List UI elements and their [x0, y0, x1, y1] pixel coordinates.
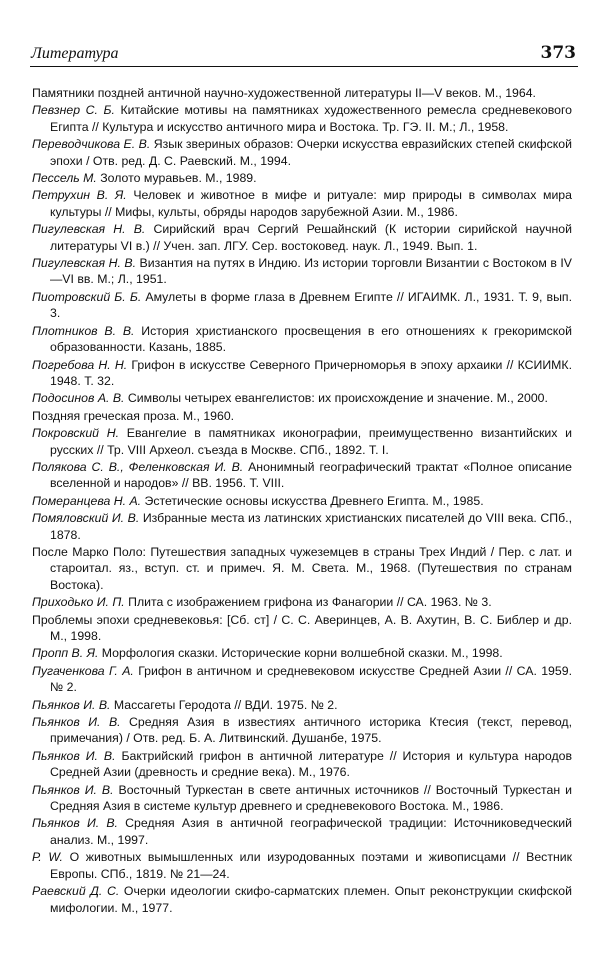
bibliography-entry — [32, 408, 572, 424]
bibliography-entry — [32, 136, 572, 169]
entry-text: Очерки идеологии скифо-сарматских племен. Опыт реконструкции скифской мифологии. М., 1977. — [50, 884, 572, 915]
bibliography-entry — [32, 544, 572, 593]
entry-author: Пьянков И. В. — [32, 697, 111, 712]
entry-author: Покровский Н. — [32, 426, 120, 441]
entry-text: Амулеты в форме глаза в Древнем Египте // ИГАИМК. Л., 1931. Т. 9, вып. 3. — [50, 289, 572, 321]
entry-author: Пьянков И. В. — [32, 782, 114, 797]
entry-author: Пьянков И. В. — [32, 816, 118, 831]
bibliography-entry — [32, 714, 572, 747]
entry-author: Пигулевская Н. В. — [32, 256, 137, 271]
entry-text: Проблемы эпохи средневековья: [Сб. ст] / С. С. Аверинцев, А. В. Ахутин, В. С. Библер и др. М., 1998. — [32, 612, 572, 643]
entry-author: Переводчикова Е. В. — [32, 137, 151, 152]
bibliography-entry — [32, 594, 572, 610]
entry-text: Грифон в искусстве Северного Причерноморья в эпоху архаики // КСИИМК. 1948. Т. 32. — [50, 357, 572, 388]
entry-text: Человек и животное в мифе и ритуале: мир природы в символах мира культуры // Мифы, культы, обряды народов зарубежной Азии. М., 1986. — [50, 188, 572, 219]
bibliography-entry — [32, 289, 572, 322]
bibliography-entry — [32, 782, 572, 815]
entry-text: Символы четырех евангелистов: их происхождение и значение. М., 2000. — [124, 391, 548, 406]
bibliography-entry — [32, 459, 572, 492]
bibliography-entry — [32, 493, 572, 509]
entry-author: Раевский Д. С. — [32, 884, 120, 899]
bibliography-entry — [32, 357, 572, 390]
entry-author: Погребова Н. Н. — [32, 357, 128, 372]
bibliography-entry — [32, 221, 572, 254]
entry-text: Средняя Азия в античной географической традиции: Источниковедческий анализ. М., 1997. — [50, 816, 572, 847]
entry-author: Плотников В. В. — [32, 323, 135, 338]
bibliography-entry — [32, 663, 572, 696]
section-title: Литература — [31, 45, 119, 62]
bibliography-entry — [32, 323, 572, 356]
entry-author: Пугаченкова Г. А. — [32, 663, 134, 678]
page-number: 373 — [540, 43, 576, 63]
entry-text: О животных вымышленных или изуродованных поэтами и живописцами // Вестник Европы. СПб., 1819. № 21—24. — [50, 850, 572, 881]
bibliography-entry — [32, 102, 572, 135]
bibliography-entry — [32, 645, 572, 661]
entry-author: Подосинов А. В. — [32, 391, 125, 406]
entry-author: Померанцева Н. А. — [32, 493, 142, 508]
entry-text: Грифон в античном и средневековом искусстве Средней Азии // СА. 1959. № 2. — [50, 663, 572, 695]
entry-text: Византия на путях в Индию. Из истории торговли Византии с Востоком в IV—VI вв. М.; Л., 1951. — [50, 256, 573, 287]
bibliography-entry — [32, 815, 572, 848]
entry-author: Пропп В. Я. — [32, 646, 99, 661]
entry-text: Плита с изображением грифона из Фанагории // СА. 1963. № 3. — [124, 595, 492, 610]
entry-text: Поздняя греческая проза. М., 1960. — [32, 408, 235, 423]
entry-author: Пьянков И. В. — [32, 715, 121, 730]
bibliography-list — [32, 85, 572, 917]
entry-author: Полякова С. В., Феленковская И. В. — [32, 459, 244, 474]
entry-text: Евангелие в памятниках иконографии, преимущественно византийских и русских // Тр. VIII Археол. съезда в Москве. СПб., 1892. Т. I. — [50, 426, 573, 457]
entry-author: Пиотровский Б. Б. — [32, 289, 142, 304]
bibliography-entry — [32, 849, 572, 882]
bibliography-entry — [32, 425, 572, 458]
bibliography-entry — [32, 612, 572, 645]
bibliography-entry — [32, 697, 572, 713]
entry-text: Бактрийский грифон в античной литературе // История и культура народов Средней Азии (древность и средние века). М., 1976. — [50, 748, 572, 780]
entry-text: Анонимный географический трактат «Полное описание вселенной и народов» // ВВ. 1956. Т. VIII. — [50, 459, 572, 491]
entry-text: Сирийский врач Сергий Решайнский (К истории сирийской научной литературы VI в.) // Учен. зап. ЛГУ. Сер. востоковед. наук. Л., 1949. Вып. 1. — [50, 222, 572, 253]
entry-author: Помяловский И. В. — [32, 511, 140, 526]
entry-author: Петрухин В. Я. — [32, 188, 127, 203]
bibliography-entry — [32, 170, 572, 186]
entry-author: Приходько И. П. — [32, 595, 125, 610]
bibliography-entry — [32, 748, 572, 781]
bibliography-entry — [32, 85, 572, 101]
entry-text: Эстетические основы искусства Древнего Египта. М., 1985. — [141, 493, 484, 508]
entry-author: Певзнер С. Б. — [32, 103, 115, 118]
entry-text: Восточный Туркестан в свете античных источников // Восточный Туркестан и Средняя Азия в системе культур древнего и средневекового Востока. М., 1986. — [50, 782, 572, 814]
entry-text: Морфология сказки. Исторические корни волшебной сказки. М., 1998. — [98, 646, 503, 661]
entry-text: Золото муравьев. М., 1989. — [96, 171, 257, 186]
entry-text: Памятники поздней античной научно-художественной литературы II—V веков. М., 1964. — [32, 86, 536, 100]
entry-text: Массагеты Геродота // ВДИ. 1975. № 2. — [110, 697, 338, 712]
entry-author: Пессель М. — [32, 171, 97, 186]
entry-author: Р. W. — [32, 850, 63, 865]
header-rule — [30, 66, 578, 67]
entry-author: Пьянков И. В. — [32, 748, 116, 763]
bibliography-entry — [32, 255, 572, 288]
entry-text: История христианского просвещения в его отношениях к грекоримской образованности. Казань, 1885. — [50, 323, 572, 355]
bibliography-entry — [32, 187, 572, 220]
bibliography-entry — [32, 883, 572, 916]
entry-text: Средняя Азия в известиях античного историка Ктесия (текст, перевод, примечания) / Отв. ред. Б. А. Литвинский. Душанбе, 1975. — [50, 715, 572, 746]
running-head — [30, 42, 578, 66]
entry-author: Пигулевская Н. В. — [32, 222, 146, 237]
bibliography-entry — [32, 510, 572, 543]
entry-text: После Марко Поло: Путешествия западных чужеземцев в страны Трех Индий / Пер. с лат. и староитал. яз., вступ. ст. и примеч. Я. М. Света. М., 1968. (Путешествия по странам Востока). — [32, 544, 572, 592]
entry-text: Избранные места из латинских христианских писателей до VIII века. СПб., 1878. — [50, 511, 573, 542]
entry-text: Китайские мотивы на памятниках художественного ремесла средневекового Египта // Культура и искусство античного мира и Востока. Тр. ГЭ. II. М.; Л., 1958. — [50, 103, 572, 134]
entry-text: Язык звериных образов: Очерки искусства евразийских степей скифской эпохи / Отв. ред. Д. С. Раевский. М., 1994. — [50, 137, 572, 168]
bibliography-entry — [32, 390, 572, 406]
